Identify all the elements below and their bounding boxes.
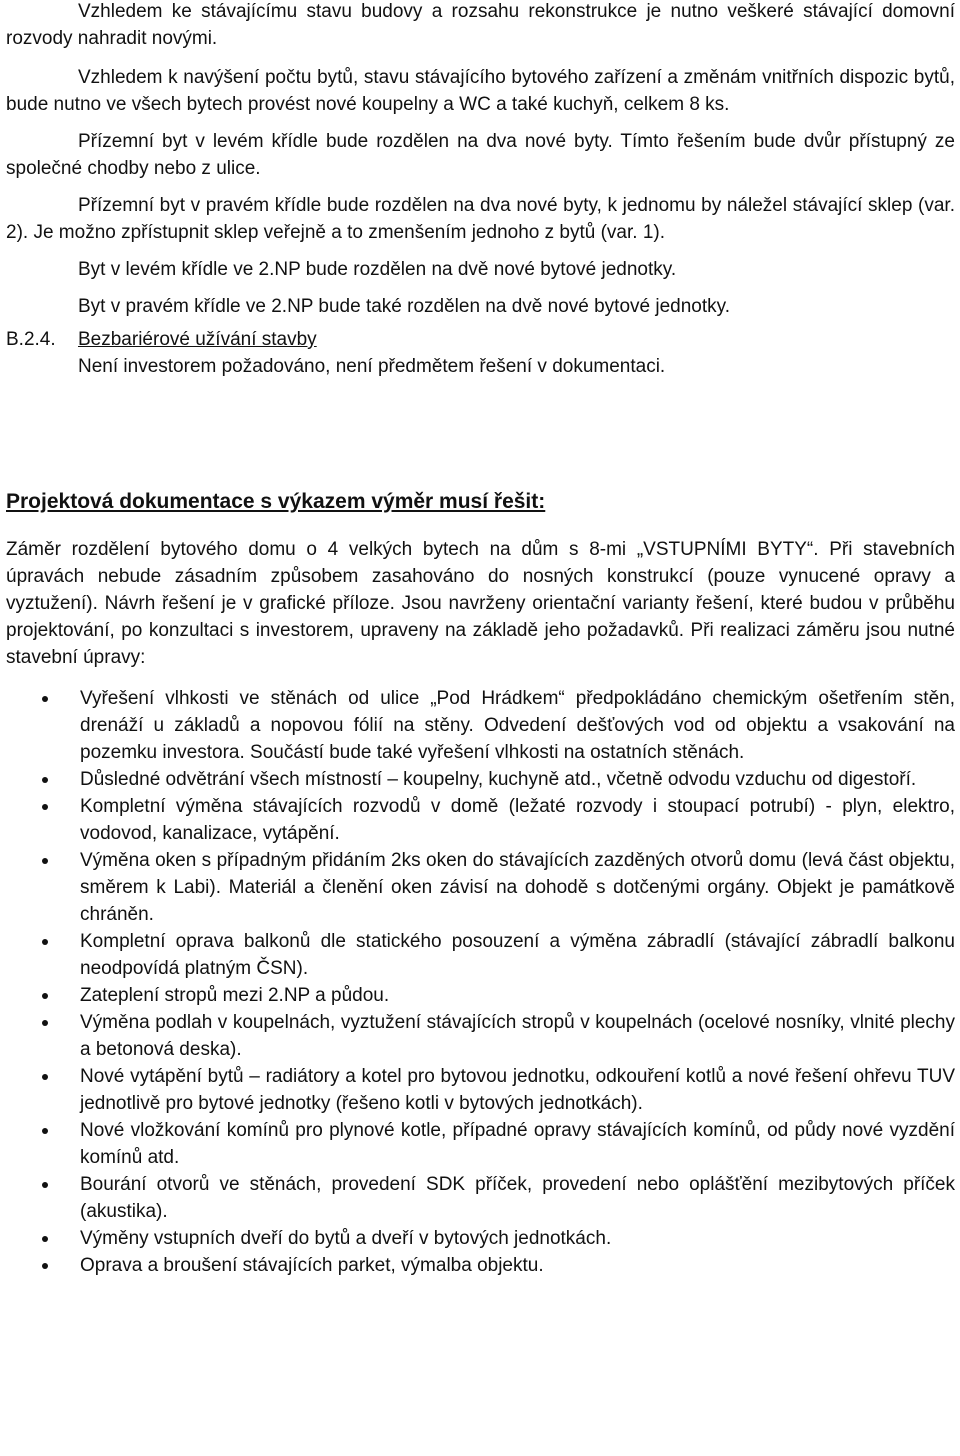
list-item: Bourání otvorů ve stěnách, provedení SDK příček, provedení nebo oplášťění mezibytových příček (akustika). [6, 1171, 955, 1225]
bullet-icon [42, 858, 48, 864]
bullet-icon [42, 804, 48, 810]
list-item: Nové vytápění bytů – radiátory a kotel pro bytovou jednotku, odkouření kotlů a nové řešení ohřevu TUV jednotlivě pro bytové jednotky (řešeno kotli v bytových jednotkách). [6, 1063, 955, 1117]
list-item: Výměna podlah v koupelnách, vyztužení stávajících stropů v koupelnách (ocelové nosníky, vlnité plechy a betonová deska). [6, 1009, 955, 1063]
list-item: Kompletní výměna stávajících rozvodů v domě (ležaté rozvody i stoupací potrubí) - plyn, elektro, vodovod, kanalizace, vytápění. [6, 793, 955, 847]
bullet-icon [42, 993, 48, 999]
bullet-icon [42, 1263, 48, 1269]
list-item: Výměny vstupních dveří do bytů a dveří v bytových jednotkách. [6, 1225, 955, 1252]
list-item: Oprava a broušení stávajících parket, výmalba objektu. [6, 1252, 955, 1279]
bullet-icon [42, 777, 48, 783]
intro-paragraph: Byt v pravém křídle ve 2.NP bude také rozdělen na dvě nové bytové jednotky. [78, 296, 731, 317]
intro-paragraph: Přízemní byt v levém křídle bude rozdělen na dva nové byty. Tímto řešením bude dvůr přístupný ze společné chodby nebo z ulice. [6, 131, 955, 179]
section-b24-text: Není investorem požadováno, není předmětem řešení v dokumentaci. [78, 356, 666, 377]
bullet-icon [42, 1182, 48, 1188]
list-item: Vyřešení vlhkosti ve stěnách od ulice „Pod Hrádkem“ předpokládáno chemickým ošetřením stěn, drenáží u základů a nopovou fólií na stěny. Odvedení dešťových vod od objektu a vsakování na pozemku investora. Součástí bude také vyřešení vlhkosti na ostatních stěnách. [6, 685, 955, 766]
intro-paragraph: Byt v levém křídle ve 2.NP bude rozdělen na dvě nové bytové jednotky. [78, 259, 677, 280]
bullet-icon [42, 1020, 48, 1026]
section-number: B.2.4. [6, 329, 56, 350]
list-item: Důsledné odvětrání všech místností – koupelny, kuchyně atd., včetně odvodu vzduchu od digestoří. [6, 766, 955, 793]
bullet-icon [42, 1128, 48, 1134]
project-section-lead: Záměr rozdělení bytového domu o 4 velkých bytech na dům s 8-mi „VSTUPNÍMI BYTY“. Při stavebních úpravách nebude zásadním způsobem zasahováno do nosných konstrukcí (pouze vynucené opravy a vyztužení). Návrh řešení je v grafické příloze. Jsou navrženy orientační varianty řešení, které budou v průběhu projektování, po konzultaci s investorem, upraveny na základě jeho požadavků. Při realizaci záměru jsou nutné stavební úpravy: [6, 539, 955, 668]
requirements-list [6, 685, 955, 1279]
bullet-icon [42, 939, 48, 945]
list-item: Nové vložkování komínů pro plynové kotle, případné opravy stávajících komínů, od půdy nové vyzdění komínů atd. [6, 1117, 955, 1171]
project-section-title: Projektová dokumentace s výkazem výměr musí řešit: [6, 490, 546, 513]
list-item: Zateplení stropů mezi 2.NP a půdou. [6, 982, 955, 1009]
list-item: Výměna oken s případným přidáním 2ks oken do stávajících zazděných otvorů domu (levá část objektu, směrem k Labi). Materiál a členění oken závisí na dohodě s dotčenými orgány. Objekt je památkově chráněn. [6, 847, 955, 928]
intro-paragraph: Vzhledem k navýšení počtu bytů, stavu stávajícího bytového zařízení a změnám vnitřních dispozic bytů, bude nutno ve všech bytech provést nové koupelny a WC a také kuchyň, celkem 8 ks. [6, 67, 955, 115]
section-b24-heading [6, 326, 955, 353]
bullet-icon [42, 1236, 48, 1242]
section-title: Bezbariérové užívání stavby [78, 329, 317, 350]
bullet-icon [42, 1074, 48, 1080]
intro-paragraph: Vzhledem ke stávajícímu stavu budovy a rozsahu rekonstrukce je nutno veškeré stávající domovní rozvody nahradit novými. [6, 1, 955, 49]
bullet-icon [42, 696, 48, 702]
list-item: Kompletní oprava balkonů dle statického posouzení a výměna zábradlí (stávající zábradlí balkonu neodpovídá platným ČSN). [6, 928, 955, 982]
intro-paragraph: Přízemní byt v pravém křídle bude rozdělen na dva nové byty, k jednomu by náležel stávající sklep (var. 2). Je možno zpřístupnit sklep veřejně a to zmenšením jednoho z bytů (var. 1). [6, 195, 955, 243]
document-page [6, 0, 955, 1279]
